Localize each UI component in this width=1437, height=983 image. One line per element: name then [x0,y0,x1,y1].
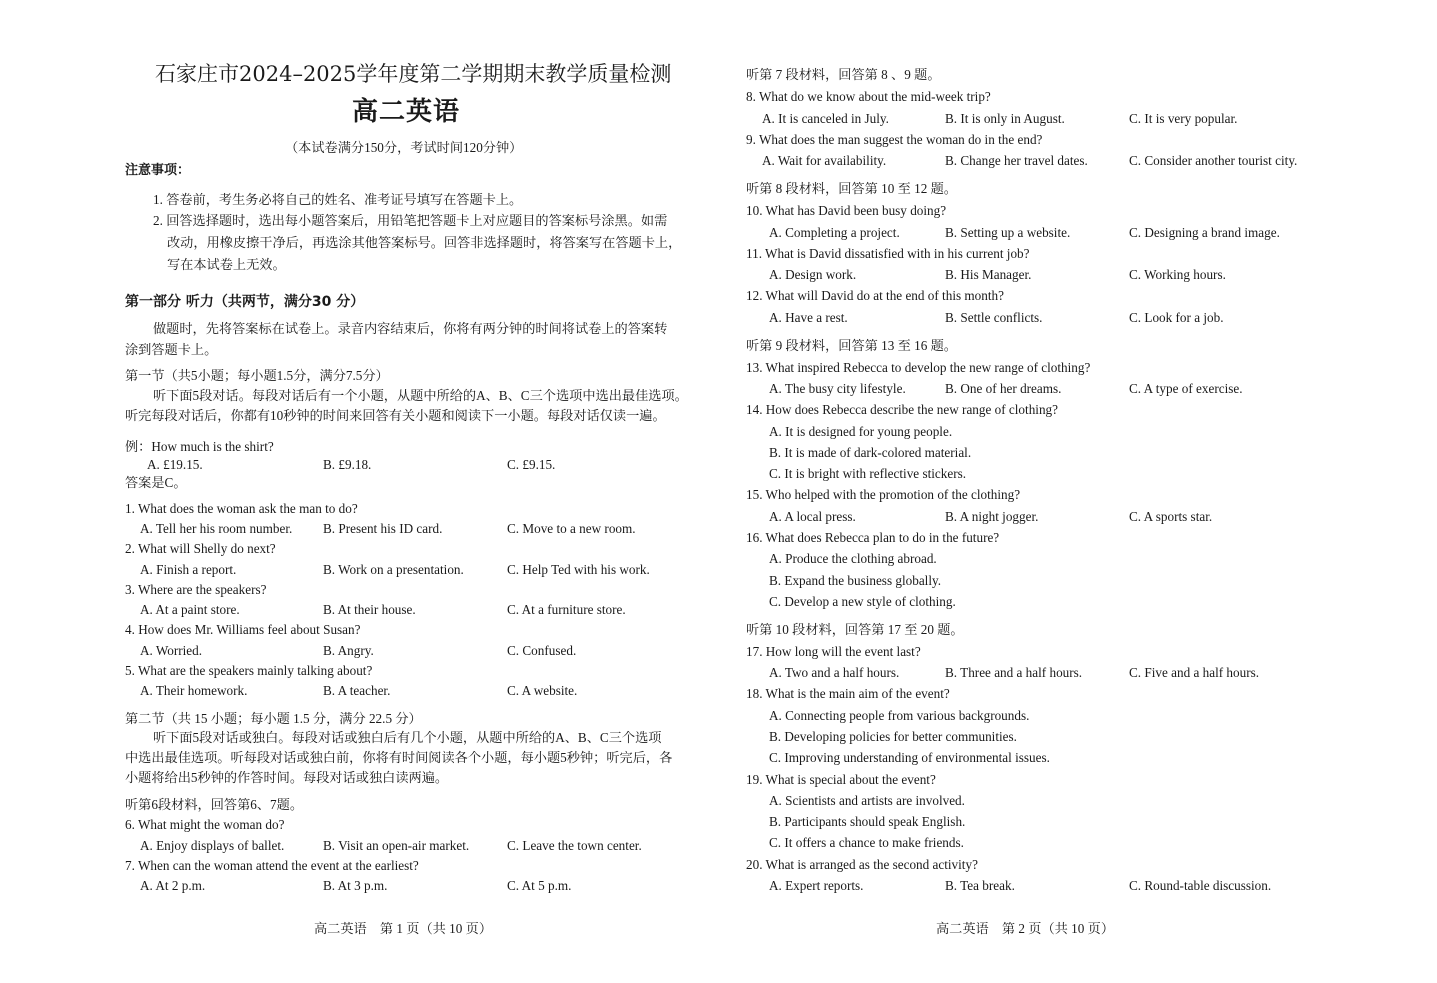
option-b: B. At 3 p.m. [323,878,388,893]
question-text: 16. What does Rebecca plan to do in the future? [746,530,1000,545]
section2-intro: 听下面5段对话或独白。每段对话或独白后有几个小题，从题中所给的A、B、C三个选项 [153,730,662,745]
question-text: 13. What inspired Rebecca to develop the new range of clothing? [746,360,1091,375]
notice-item-2-end: 写在本试卷上无效。 [167,257,286,272]
option-a: A. Their homework. [140,683,248,698]
option-a: A. Enjoy displays of ballet. [140,838,285,853]
option-a: A. Completing a project. [769,225,900,240]
option-b: B. Angry. [323,643,374,658]
option-c: C. Improving understanding of environmental issues. [769,750,1050,765]
option-c: C. At 5 p.m. [507,878,572,893]
part1-heading: 第一部分 听力（共两节，满分30 分） [125,294,365,310]
question-text: 4. How does Mr. Williams feel about Susan? [125,622,361,637]
question-text: 11. What is David dissatisfied with in his current job? [746,246,1030,261]
page-footer: 高二英语 第 1 页（共 10 页） [314,921,493,936]
question-text: 17. How long will the event last? [746,644,921,659]
option-b: B. Three and a half hours. [945,665,1083,680]
option-c: C. A sports star. [1129,509,1213,524]
example-question: 例：How much is the shirt? [125,439,274,454]
material-8-heading: 听第 8 段材料，回答第 10 至 12 题。 [746,181,957,196]
option-a: A. Produce the clothing abroad. [769,551,937,566]
option-c: C. It is bright with reflective stickers. [769,466,967,481]
question-text: 18. What is the main aim of the event? [746,686,950,701]
option-a: A. At a paint store. [140,602,240,617]
option-a: A. Expert reports. [769,878,864,893]
option-b: B. Visit an open-air market. [323,838,470,853]
section1-intro-cont: 听完每段对话后，你都有10秒钟的时间来回答有关小题和阅读下一小题。每段对话仅读一遍。 [125,408,666,423]
option-c: C. Round-table discussion. [1129,878,1272,893]
option-b: B. Change her travel dates. [945,153,1088,168]
option-b: B. One of her dreams. [945,381,1062,396]
option-a: A. Worried. [140,643,203,658]
question-text: 12. What will David do at the end of this month? [746,288,1004,303]
section2-intro-cont: 中选出最佳选项。听每段对话或独白前，你将有时间阅读各个小题，每小题5秒钟；听完后，各 [125,750,673,765]
exam-info: （本试卷满分150分，考试时间120分钟） [285,140,523,155]
example-answer: 答案是C。 [125,475,187,490]
section2-intro-end: 小题将给出5秒钟的作答时间。每段对话或独白读两遍。 [125,770,449,785]
option-a: A. Finish a report. [140,562,237,577]
option-c: C. Leave the town center. [507,838,642,853]
section1-heading: 第一节（共5小题；每小题1.5分，满分7.5分） [125,368,389,383]
option-a: A. Wait for availability. [762,153,887,168]
option-c: C. Look for a job. [1129,310,1224,325]
question-text: 15. Who helped with the promotion of the clothing? [746,487,1021,502]
option-b: B. Settle conflicts. [945,310,1043,325]
question-text: 2. What will Shelly do next? [125,541,276,556]
option-a: A. It is canceled in July. [762,111,889,126]
question-text: 8. What do we know about the mid-week trip? [746,89,991,104]
option-a: A. A local press. [769,509,856,524]
example-option-c: C. £9.15. [507,457,556,472]
option-b: B. Developing policies for better communities. [769,729,1017,744]
option-a: A. Connecting people from various backgrounds. [769,708,1030,723]
material-6-heading: 听第6段材料，回答第6、7题。 [125,797,304,812]
option-c: C. Designing a brand image. [1129,225,1280,240]
option-b: B. At their house. [323,602,416,617]
exam-title: 石家庄市2024–2025学年度第二学期期末教学质量检测 [155,62,672,86]
question-text: 1. What does the woman ask the man to do? [125,501,358,516]
option-a: A. At 2 p.m. [140,878,206,893]
option-c: C. It offers a chance to make friends. [769,835,964,850]
option-b: B. Expand the business globally. [769,573,942,588]
option-c: C. A website. [507,683,578,698]
option-c: C. Consider another tourist city. [1129,153,1298,168]
question-text: 7. When can the woman attend the event at the earliest? [125,858,419,873]
option-a: A. Two and a half hours. [769,665,900,680]
example-option-b: B. £9.18. [323,457,372,472]
option-a: A. Scientists and artists are involved. [769,793,965,808]
option-c: C. Five and a half hours. [1129,665,1260,680]
option-b: B. Participants should speak English. [769,814,966,829]
section1-intro: 听下面5段对话。每段对话后有一个小题，从题中所给的A、B、C三个选项中选出最佳选项。 [153,388,688,403]
material-10-heading: 听第 10 段材料，回答第 17 至 20 题。 [746,622,964,637]
option-c: C. At a furniture store. [507,602,626,617]
option-b: B. It is only in August. [945,111,1065,126]
notice-heading: 注意事项： [125,163,191,178]
question-text: 5. What are the speakers mainly talking about? [125,663,373,678]
question-text: 6. What might the woman do? [125,817,285,832]
section2-heading: 第二节（共 15 小题；每小题 1.5 分，满分 22.5 分） [125,711,422,726]
material-7-heading: 听第 7 段材料，回答第 8 、9 题。 [746,67,941,82]
option-b: B. Work on a presentation. [323,562,464,577]
notice-item-2: 2. 回答选择题时，选出每小题答案后，用铅笔把答题卡上对应题目的答案标号涂黑。如需 [153,213,668,228]
option-b: B. Tea break. [945,878,1015,893]
material-9-heading: 听第 9 段材料，回答第 13 至 16 题。 [746,338,957,353]
question-text: 19. What is special about the event? [746,772,936,787]
example-option-a: A. £19.15. [147,457,203,472]
option-c: C. Develop a new style of clothing. [769,594,956,609]
option-b: B. It is made of dark-colored material. [769,445,972,460]
question-text: 14. How does Rebecca describe the new range of clothing? [746,402,1058,417]
notice-item-1: 1. 答卷前，考生务必将自己的姓名、准考证号填写在答题卡上。 [153,192,523,207]
option-b: B. Setting up a website. [945,225,1071,240]
question-text: 10. What has David been busy doing? [746,203,947,218]
option-c: C. Confused. [507,643,577,658]
part1-intro-cont: 涂到答题卡上。 [125,342,218,357]
notice-item-2-cont: 改动，用橡皮擦干净后，再选涂其他答案标号。回答非选择题时，将答案写在答题卡上， [167,235,682,250]
option-a: A. Have a rest. [769,310,848,325]
option-a: A. The busy city lifestyle. [769,381,906,396]
option-b: B. His Manager. [945,267,1032,282]
option-c: C. Move to a new room. [507,521,636,536]
question-text: 20. What is arranged as the second activity? [746,857,978,872]
option-b: B. A teacher. [323,683,391,698]
option-c: C. Working hours. [1129,267,1226,282]
part1-intro: 做题时，先将答案标在试卷上。录音内容结束后，你将有两分钟的时间将试卷上的答案转 [153,321,668,336]
option-b: B. Present his ID card. [323,521,443,536]
subject-title: 高二英语 [352,97,461,127]
question-text: 9. What does the man suggest the woman do in the end? [746,132,1043,147]
page-footer: 高二英语 第 2 页（共 10 页） [936,921,1115,936]
option-c: C. A type of exercise. [1129,381,1243,396]
option-c: C. Help Ted with his work. [507,562,650,577]
option-b: B. A night jogger. [945,509,1039,524]
option-a: A. Design work. [769,267,857,282]
option-c: C. It is very popular. [1129,111,1238,126]
option-a: A. Tell her his room number. [140,521,293,536]
option-a: A. It is designed for young people. [769,424,953,439]
question-text: 3. Where are the speakers? [125,582,267,597]
